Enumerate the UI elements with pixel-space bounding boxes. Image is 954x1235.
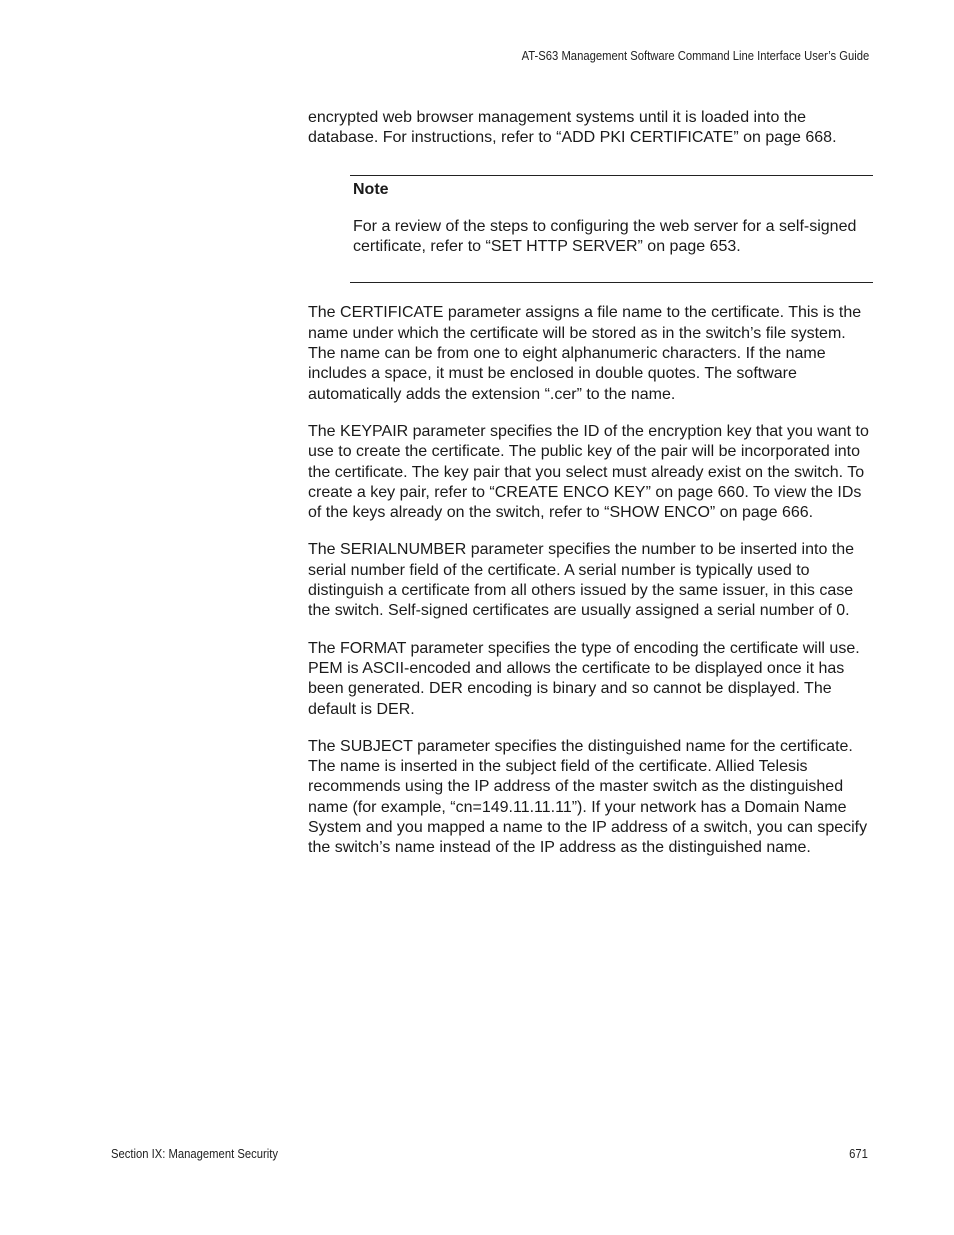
keypair-parameter-paragraph: The KEYPAIR parameter specifies the ID of the encryption key that you want to use to create the certificate. The public key of the pair will be incorporated into the certificate. The key pair that you select must already exist on the switch. To create a key pair, refer to “CREATE ENCO KEY” on page 660. To view the IDs of the keys already on the switch, refer to “SHOW ENCO” on page 666. [308, 422, 869, 522]
footer-section: Section IX: Management Security [111, 1147, 278, 1161]
page-content [308, 108, 873, 876]
subject-parameter-paragraph: The SUBJECT parameter specifies the distinguished name for the certificate. The name is inserted in the subject field of the certificate. Allied Telesis recommends using the IP address of the master switch as the distinguished name (for example, “cn=149.11.11.11”). If your network has a Domain Name System and you mapped a name to the IP address of a switch, you can specify the switch’s name instead of the IP address as the distinguished name. [308, 737, 868, 857]
page-number: 671 [849, 1147, 868, 1161]
certificate-parameter-paragraph: The CERTIFICATE parameter assigns a file name to the certificate. This is the name under which the certificate will be stored as in the switch’s file system. The name can be from one to eight alphanumeric characters. If the name includes a space, it must be enclosed in double quotes. The software automatically adds the extension “.cer” to the name. [308, 304, 862, 403]
note-text: For a review of the steps to configuring the web server for a self-signed certificate, refer to “SET HTTP SERVER” on page 653. [353, 217, 857, 256]
note-title: Note [353, 180, 389, 198]
format-parameter-paragraph: The FORMAT parameter specifies the type of encoding the certificate will use. PEM is ASCII-encoded and allows the certificate to be displayed once it has been generated. DER encoding is binary and so cannot be displayed. The default is DER. [308, 639, 860, 718]
running-header: AT-S63 Management Software Command Line Interface User’s Guide [521, 49, 869, 63]
serialnumber-parameter-paragraph: The SERIALNUMBER parameter specifies the number to be inserted into the serial number field of the certificate. A serial number is typically used to distinguish a certificate from all others issued by the same issuer, in this case the switch. Self-signed certificates are usually assigned a serial number of 0. [308, 541, 855, 620]
intro-paragraph: encrypted web browser management systems until it is loaded into the database. For instructions, refer to “ADD PKI CERTIFICATE” on page 668. [308, 109, 837, 147]
note-box [350, 175, 873, 284]
